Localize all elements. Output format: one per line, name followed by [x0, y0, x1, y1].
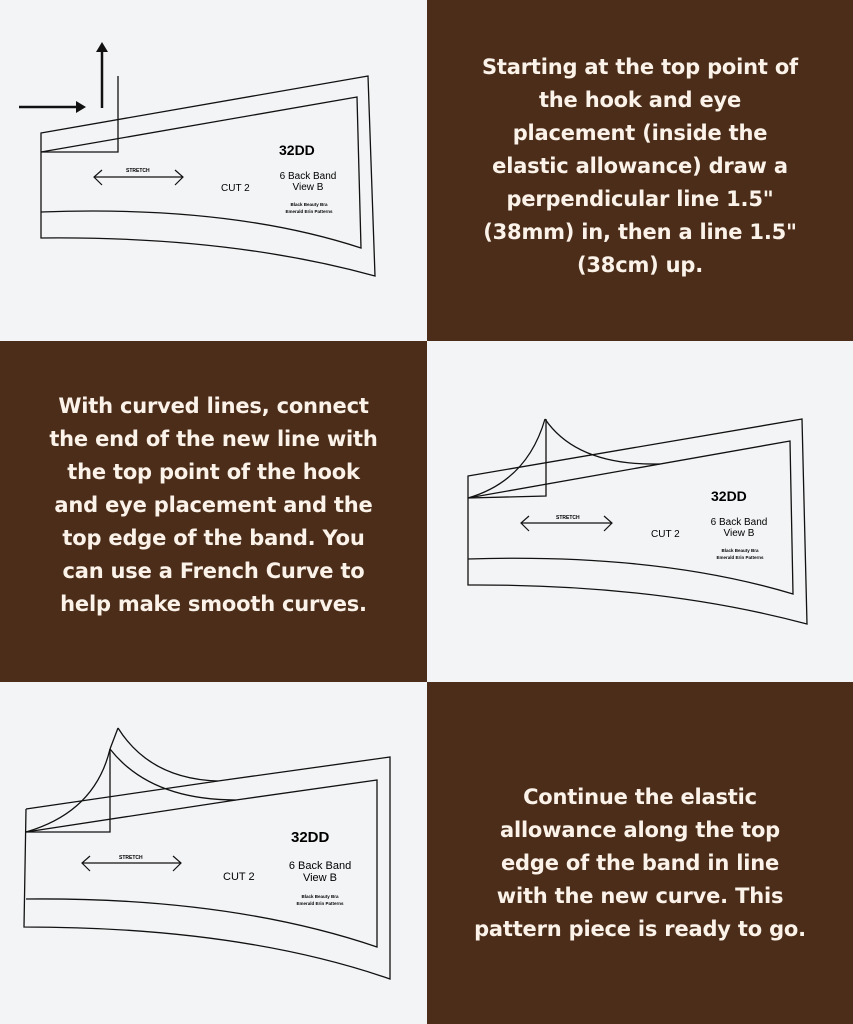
caption-line: and eye placement and the [54, 493, 373, 517]
step-3-caption-panel [427, 682, 853, 1024]
caption-line: Continue the elastic [523, 784, 757, 809]
caption-line: Starting at the top point of [481, 55, 798, 79]
caption-line: the end of the new line with [49, 427, 378, 451]
view-name: View B [723, 528, 755, 539]
view-name: View B [302, 872, 338, 884]
pattern-piece-drawing [0, 682, 427, 1024]
caption-line: pattern piece is ready to go. [474, 916, 806, 941]
caption-line: the top point of the hook [67, 460, 360, 484]
caption-line: with the new curve. This [496, 883, 784, 908]
step-3-caption [460, 781, 820, 946]
brand-line-1: Black Beauty Bra [290, 202, 328, 207]
grainline-label: STRETCH [126, 168, 150, 174]
piece-name: 6 Back Band [279, 171, 337, 182]
step-3-photo [0, 682, 427, 1024]
step-2-caption [29, 390, 399, 621]
caption-line: perpendicular line 1.5" [506, 187, 774, 211]
brand-label [706, 547, 774, 561]
pattern-piece-drawing [427, 341, 853, 682]
piece-label [705, 517, 773, 539]
brand-line-1: Black Beauty Bra [301, 894, 339, 899]
piece-name: 6 Back Band [288, 860, 352, 872]
step-1-caption [460, 51, 820, 282]
brand-line-2: Emerald Erin Patterns [716, 555, 764, 560]
caption-line: placement (inside the [512, 121, 768, 145]
piece-label [284, 860, 356, 884]
caption-line: edge of the band in line [500, 850, 780, 875]
caption-line: the hook and eye [538, 88, 742, 112]
caption-line: allowance along the top [499, 817, 781, 842]
caption-line: With curved lines, connect [58, 394, 369, 418]
piece-name: 6 Back Band [710, 517, 768, 528]
arrow-right-icon [19, 101, 86, 113]
step-2-caption-panel [0, 341, 427, 682]
cut-label: CUT 2 [651, 529, 680, 540]
size-label: 32DD [711, 488, 747, 504]
caption-line: (38cm) up. [576, 253, 704, 277]
brand-line-1: Black Beauty Bra [721, 548, 759, 553]
step-1-photo [0, 0, 427, 341]
size-label: 32DD [279, 142, 315, 158]
grainline-label: STRETCH [119, 855, 143, 861]
caption-line: (38mm) in, then a line 1.5" [483, 220, 797, 244]
size-label: 32DD [291, 829, 330, 846]
brand-line-2: Emerald Erin Patterns [285, 209, 333, 214]
step-2-photo [427, 341, 853, 682]
pattern-piece-drawing [0, 0, 427, 341]
caption-line: top edge of the band. You [62, 526, 365, 550]
view-name: View B [292, 182, 324, 193]
caption-line: elastic allowance) draw a [492, 154, 788, 178]
caption-line: can use a French Curve to [62, 559, 365, 583]
caption-line: help make smooth curves. [60, 592, 367, 616]
piece-label [276, 171, 340, 193]
brand-label [276, 201, 342, 215]
cut-label: CUT 2 [223, 871, 255, 883]
step-1-caption-panel [427, 0, 853, 341]
arrow-up-icon [96, 42, 108, 108]
cut-label: CUT 2 [221, 183, 250, 194]
brand-line-2: Emerald Erin Patterns [296, 901, 344, 906]
grainline-label: STRETCH [556, 515, 580, 521]
brand-label [284, 893, 356, 907]
